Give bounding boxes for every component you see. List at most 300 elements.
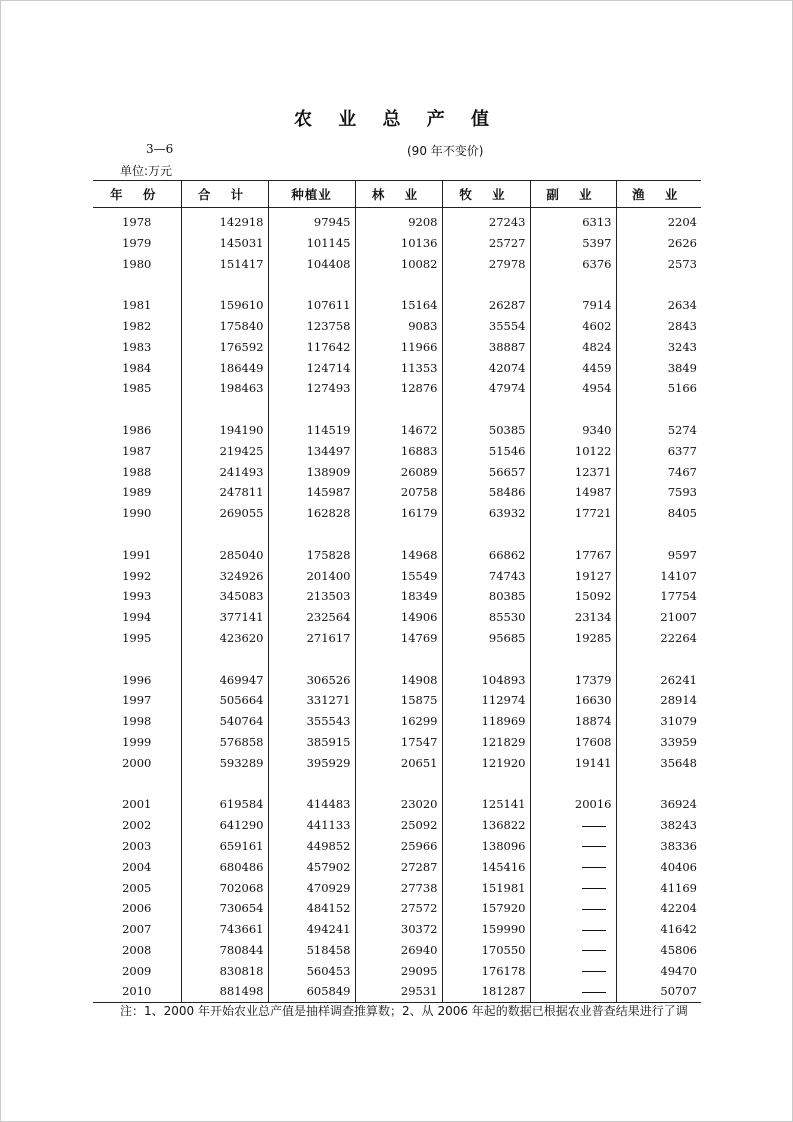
spacer-row xyxy=(93,774,701,795)
cell-forestry: 12876 xyxy=(355,378,442,399)
cell-husbandry: 151981 xyxy=(442,878,530,899)
cell-year: 1999 xyxy=(122,734,152,749)
spacer-cell xyxy=(181,274,268,295)
table-row xyxy=(93,503,701,524)
cell-sideline: 6313 xyxy=(530,208,616,233)
cell-year: 2006 xyxy=(122,901,152,916)
cell-husbandry: 159990 xyxy=(442,919,530,940)
header-year: 年 份 xyxy=(93,181,181,208)
cell-crop: 134497 xyxy=(268,441,355,462)
cell-crop: 441133 xyxy=(268,815,355,836)
cell-total: 641290 xyxy=(181,815,268,836)
header-fishery: 渔 业 xyxy=(616,181,701,208)
cell-year: 2000 xyxy=(122,755,152,770)
cell-fishery: 35648 xyxy=(616,753,701,774)
cell-forestry: 27738 xyxy=(355,878,442,899)
price-basis: (90 年不变价) xyxy=(407,144,484,158)
header-row xyxy=(93,181,701,208)
cell-sideline: 9340 xyxy=(530,420,616,441)
no-data-dash xyxy=(582,930,606,931)
cell-fishery: 49470 xyxy=(616,961,701,982)
cell-crop: 385915 xyxy=(268,732,355,753)
table-row xyxy=(93,316,701,337)
cell-sideline xyxy=(530,981,616,1002)
spacer-cell xyxy=(616,649,701,670)
cell-total: 680486 xyxy=(181,857,268,878)
cell-total: 830818 xyxy=(181,961,268,982)
cell-total: 247811 xyxy=(181,482,268,503)
table-row xyxy=(93,940,701,961)
cell-year: 1996 xyxy=(122,672,152,687)
cell-year: 2007 xyxy=(122,922,152,937)
cell-sideline: 4459 xyxy=(530,358,616,379)
page-title: 农 业 总 产 值 xyxy=(293,109,500,130)
no-data-dash xyxy=(582,950,606,951)
cell-husbandry: 56657 xyxy=(442,462,530,483)
table-row xyxy=(93,836,701,857)
cell-forestry: 11353 xyxy=(355,358,442,379)
cell-fishery: 50707 xyxy=(616,981,701,1002)
cell-fishery: 8405 xyxy=(616,503,701,524)
cell-crop: 494241 xyxy=(268,919,355,940)
cell-fishery: 2204 xyxy=(616,208,701,233)
cell-crop: 107611 xyxy=(268,295,355,316)
spacer-cell xyxy=(355,399,442,420)
cell-year: 1995 xyxy=(122,630,152,645)
cell-fishery: 14107 xyxy=(616,566,701,587)
cell-total: 659161 xyxy=(181,836,268,857)
table-number: 3—6 xyxy=(146,142,174,156)
no-data-dash xyxy=(582,971,606,972)
cell-fishery: 26241 xyxy=(616,670,701,691)
cell-sideline: 4954 xyxy=(530,378,616,399)
cell-husbandry: 85530 xyxy=(442,607,530,628)
spacer-cell xyxy=(268,274,355,295)
cell-fishery: 28914 xyxy=(616,690,701,711)
cell-crop: 162828 xyxy=(268,503,355,524)
cell-fishery: 33959 xyxy=(616,732,701,753)
spacer-cell xyxy=(530,774,616,795)
table-row xyxy=(93,711,701,732)
table-row xyxy=(93,295,701,316)
table-row xyxy=(93,878,701,899)
cell-year: 1998 xyxy=(122,714,152,729)
cell-year: 1986 xyxy=(122,422,152,437)
cell-total: 593289 xyxy=(181,753,268,774)
cell-forestry: 30372 xyxy=(355,919,442,940)
cell-sideline: 23134 xyxy=(530,607,616,628)
cell-husbandry: 47974 xyxy=(442,378,530,399)
no-data-dash xyxy=(582,826,606,827)
cell-total: 219425 xyxy=(181,441,268,462)
cell-fishery: 38336 xyxy=(616,836,701,857)
spacer-cell xyxy=(93,649,181,670)
table-row xyxy=(93,898,701,919)
cell-year: 2008 xyxy=(122,942,152,957)
cell-husbandry: 27243 xyxy=(442,208,530,233)
cell-crop: 518458 xyxy=(268,940,355,961)
cell-sideline: 20016 xyxy=(530,794,616,815)
spacer-cell xyxy=(93,774,181,795)
cell-forestry: 23020 xyxy=(355,794,442,815)
cell-fishery: 40406 xyxy=(616,857,701,878)
cell-fishery: 41642 xyxy=(616,919,701,940)
spacer-cell xyxy=(530,399,616,420)
cell-forestry: 10082 xyxy=(355,254,442,275)
cell-total: 175840 xyxy=(181,316,268,337)
cell-year: 2009 xyxy=(122,963,152,978)
cell-crop: 127493 xyxy=(268,378,355,399)
cell-sideline: 19285 xyxy=(530,628,616,649)
spacer-cell xyxy=(442,524,530,545)
cell-sideline xyxy=(530,961,616,982)
table-row xyxy=(93,628,701,649)
cell-sideline: 14987 xyxy=(530,482,616,503)
spacer-cell xyxy=(355,274,442,295)
cell-year: 2003 xyxy=(122,838,152,853)
cell-forestry: 14672 xyxy=(355,420,442,441)
cell-sideline: 17379 xyxy=(530,670,616,691)
no-data-dash xyxy=(582,888,606,889)
cell-fishery: 2573 xyxy=(616,254,701,275)
cell-crop: 117642 xyxy=(268,337,355,358)
cell-total: 505664 xyxy=(181,690,268,711)
spacer-cell xyxy=(93,399,181,420)
cell-husbandry: 66862 xyxy=(442,545,530,566)
cell-husbandry: 176178 xyxy=(442,961,530,982)
cell-sideline xyxy=(530,815,616,836)
table-row xyxy=(93,358,701,379)
cell-husbandry: 170550 xyxy=(442,940,530,961)
spacer-row xyxy=(93,524,701,545)
cell-fishery: 7467 xyxy=(616,462,701,483)
cell-fishery: 31079 xyxy=(616,711,701,732)
cell-fishery: 22264 xyxy=(616,628,701,649)
spacer-cell xyxy=(530,649,616,670)
spacer-cell xyxy=(530,524,616,545)
cell-forestry: 15549 xyxy=(355,566,442,587)
cell-sideline: 17767 xyxy=(530,545,616,566)
spacer-cell xyxy=(616,774,701,795)
table-row xyxy=(93,420,701,441)
cell-fishery: 21007 xyxy=(616,607,701,628)
spacer-cell xyxy=(442,274,530,295)
cell-year: 1984 xyxy=(122,360,152,375)
cell-sideline: 19127 xyxy=(530,566,616,587)
cell-fishery: 3243 xyxy=(616,337,701,358)
cell-forestry: 27572 xyxy=(355,898,442,919)
cell-total: 324926 xyxy=(181,566,268,587)
table-row xyxy=(93,732,701,753)
spacer-cell xyxy=(181,774,268,795)
cell-forestry: 17547 xyxy=(355,732,442,753)
cell-total: 145031 xyxy=(181,233,268,254)
cell-sideline: 7914 xyxy=(530,295,616,316)
cell-husbandry: 136822 xyxy=(442,815,530,836)
header-crop: 种植业 xyxy=(268,181,355,208)
cell-forestry: 14906 xyxy=(355,607,442,628)
cell-crop: 355543 xyxy=(268,711,355,732)
cell-fishery: 5274 xyxy=(616,420,701,441)
cell-forestry: 25092 xyxy=(355,815,442,836)
table-row xyxy=(93,208,701,233)
table-row xyxy=(93,441,701,462)
cell-crop: 331271 xyxy=(268,690,355,711)
table-row xyxy=(93,462,701,483)
spacer-cell xyxy=(616,274,701,295)
cell-year: 1981 xyxy=(122,298,152,313)
cell-sideline: 4824 xyxy=(530,337,616,358)
cell-year: 1988 xyxy=(122,464,152,479)
cell-fishery: 17754 xyxy=(616,586,701,607)
cell-total: 159610 xyxy=(181,295,268,316)
cell-sideline: 6376 xyxy=(530,254,616,275)
cell-fishery: 2843 xyxy=(616,316,701,337)
cell-crop: 101145 xyxy=(268,233,355,254)
cell-crop: 201400 xyxy=(268,566,355,587)
spacer-cell xyxy=(181,524,268,545)
cell-total: 619584 xyxy=(181,794,268,815)
spacer-cell xyxy=(181,649,268,670)
cell-total: 730654 xyxy=(181,898,268,919)
cell-year: 1997 xyxy=(122,693,152,708)
cell-husbandry: 63932 xyxy=(442,503,530,524)
cell-husbandry: 118969 xyxy=(442,711,530,732)
cell-sideline xyxy=(530,919,616,940)
cell-sideline xyxy=(530,940,616,961)
cell-forestry: 14769 xyxy=(355,628,442,649)
spacer-cell xyxy=(355,649,442,670)
spacer-cell xyxy=(268,649,355,670)
cell-crop: 306526 xyxy=(268,670,355,691)
spacer-cell xyxy=(181,399,268,420)
spacer-cell xyxy=(355,774,442,795)
spacer-cell xyxy=(442,774,530,795)
no-data-dash xyxy=(582,846,606,847)
cell-total: 142918 xyxy=(181,208,268,233)
spacer-row xyxy=(93,274,701,295)
cell-forestry: 29095 xyxy=(355,961,442,982)
cell-total: 743661 xyxy=(181,919,268,940)
footnote: 注：1、2000 年开始农业总产值是抽样调查推算数；2、从 2006 年起的数据已根据农业普查结果进行了调 xyxy=(120,1004,688,1018)
cell-crop: 484152 xyxy=(268,898,355,919)
no-data-dash xyxy=(582,909,606,910)
cell-husbandry: 27978 xyxy=(442,254,530,275)
cell-crop: 213503 xyxy=(268,586,355,607)
spacer-cell xyxy=(442,649,530,670)
cell-sideline xyxy=(530,898,616,919)
table-row xyxy=(93,337,701,358)
table-row xyxy=(93,607,701,628)
cell-sideline: 18874 xyxy=(530,711,616,732)
cell-total: 198463 xyxy=(181,378,268,399)
cell-husbandry: 95685 xyxy=(442,628,530,649)
cell-total: 780844 xyxy=(181,940,268,961)
spacer-cell xyxy=(530,274,616,295)
spacer-cell xyxy=(268,774,355,795)
table-row xyxy=(93,919,701,940)
spacer-row xyxy=(93,399,701,420)
cell-fishery: 36924 xyxy=(616,794,701,815)
cell-total: 469947 xyxy=(181,670,268,691)
cell-crop: 605849 xyxy=(268,981,355,1002)
cell-year: 2005 xyxy=(122,880,152,895)
cell-year: 1979 xyxy=(122,235,152,250)
cell-total: 881498 xyxy=(181,981,268,1002)
cell-husbandry: 42074 xyxy=(442,358,530,379)
cell-husbandry: 38887 xyxy=(442,337,530,358)
cell-year: 1994 xyxy=(122,610,152,625)
cell-sideline: 16630 xyxy=(530,690,616,711)
cell-husbandry: 35554 xyxy=(442,316,530,337)
cell-year: 2001 xyxy=(122,797,152,812)
cell-forestry: 10136 xyxy=(355,233,442,254)
cell-total: 702068 xyxy=(181,878,268,899)
cell-forestry: 26940 xyxy=(355,940,442,961)
table-row xyxy=(93,670,701,691)
table-row xyxy=(93,857,701,878)
cell-total: 241493 xyxy=(181,462,268,483)
cell-crop: 175828 xyxy=(268,545,355,566)
cell-forestry: 16299 xyxy=(355,711,442,732)
no-data-dash xyxy=(582,867,606,868)
cell-forestry: 18349 xyxy=(355,586,442,607)
spacer-cell xyxy=(442,399,530,420)
cell-husbandry: 104893 xyxy=(442,670,530,691)
agri-output-table xyxy=(93,180,701,1003)
cell-forestry: 27287 xyxy=(355,857,442,878)
cell-crop: 560453 xyxy=(268,961,355,982)
spacer-cell xyxy=(616,524,701,545)
cell-fishery: 9597 xyxy=(616,545,701,566)
cell-year: 1993 xyxy=(122,589,152,604)
cell-forestry: 16179 xyxy=(355,503,442,524)
cell-forestry: 20651 xyxy=(355,753,442,774)
cell-forestry: 14908 xyxy=(355,670,442,691)
cell-total: 540764 xyxy=(181,711,268,732)
cell-sideline: 17721 xyxy=(530,503,616,524)
cell-husbandry: 138096 xyxy=(442,836,530,857)
cell-forestry: 15164 xyxy=(355,295,442,316)
cell-forestry: 14968 xyxy=(355,545,442,566)
cell-year: 1992 xyxy=(122,568,152,583)
cell-total: 576858 xyxy=(181,732,268,753)
cell-fishery: 45806 xyxy=(616,940,701,961)
spacer-cell xyxy=(616,399,701,420)
cell-fishery: 5166 xyxy=(616,378,701,399)
cell-forestry: 9083 xyxy=(355,316,442,337)
cell-husbandry: 80385 xyxy=(442,586,530,607)
cell-sideline: 12371 xyxy=(530,462,616,483)
cell-forestry: 16883 xyxy=(355,441,442,462)
cell-crop: 271617 xyxy=(268,628,355,649)
cell-total: 186449 xyxy=(181,358,268,379)
cell-total: 269055 xyxy=(181,503,268,524)
header-husbandry: 牧 业 xyxy=(442,181,530,208)
cell-crop: 104408 xyxy=(268,254,355,275)
cell-sideline: 15092 xyxy=(530,586,616,607)
cell-fishery: 41169 xyxy=(616,878,701,899)
cell-fishery: 3849 xyxy=(616,358,701,379)
cell-crop: 114519 xyxy=(268,420,355,441)
cell-sideline xyxy=(530,878,616,899)
cell-sideline: 17608 xyxy=(530,732,616,753)
table-row xyxy=(93,566,701,587)
cell-husbandry: 157920 xyxy=(442,898,530,919)
cell-crop: 457902 xyxy=(268,857,355,878)
cell-fishery: 2626 xyxy=(616,233,701,254)
cell-husbandry: 50385 xyxy=(442,420,530,441)
cell-husbandry: 121920 xyxy=(442,753,530,774)
spacer-cell xyxy=(268,524,355,545)
table-row xyxy=(93,586,701,607)
cell-crop: 232564 xyxy=(268,607,355,628)
cell-crop: 414483 xyxy=(268,794,355,815)
cell-total: 194190 xyxy=(181,420,268,441)
header-forestry: 林 业 xyxy=(355,181,442,208)
table-row xyxy=(93,961,701,982)
cell-total: 151417 xyxy=(181,254,268,275)
cell-fishery: 2634 xyxy=(616,295,701,316)
spacer-cell xyxy=(93,274,181,295)
table-row xyxy=(93,482,701,503)
cell-husbandry: 74743 xyxy=(442,566,530,587)
cell-forestry: 15875 xyxy=(355,690,442,711)
table-body xyxy=(93,208,701,1003)
table-row xyxy=(93,794,701,815)
cell-crop: 97945 xyxy=(268,208,355,233)
cell-forestry: 26089 xyxy=(355,462,442,483)
cell-crop: 145987 xyxy=(268,482,355,503)
cell-total: 285040 xyxy=(181,545,268,566)
cell-crop: 449852 xyxy=(268,836,355,857)
cell-husbandry: 125141 xyxy=(442,794,530,815)
cell-husbandry: 26287 xyxy=(442,295,530,316)
cell-fishery: 6377 xyxy=(616,441,701,462)
spacer-row xyxy=(93,649,701,670)
table-row xyxy=(93,254,701,275)
cell-year: 1990 xyxy=(122,506,152,521)
cell-total: 423620 xyxy=(181,628,268,649)
cell-husbandry: 58486 xyxy=(442,482,530,503)
cell-crop: 123758 xyxy=(268,316,355,337)
cell-husbandry: 51546 xyxy=(442,441,530,462)
spacer-cell xyxy=(355,524,442,545)
cell-total: 345083 xyxy=(181,586,268,607)
header-total: 合 计 xyxy=(181,181,268,208)
cell-year: 1978 xyxy=(122,215,152,229)
cell-forestry: 9208 xyxy=(355,208,442,233)
spacer-cell xyxy=(268,399,355,420)
table-row xyxy=(93,753,701,774)
cell-sideline: 10122 xyxy=(530,441,616,462)
cell-crop: 470929 xyxy=(268,878,355,899)
cell-crop: 124714 xyxy=(268,358,355,379)
cell-year: 2004 xyxy=(122,859,152,874)
cell-sideline xyxy=(530,857,616,878)
cell-year: 1983 xyxy=(122,339,152,354)
cell-crop: 138909 xyxy=(268,462,355,483)
cell-year: 2002 xyxy=(122,818,152,833)
cell-husbandry: 181287 xyxy=(442,981,530,1002)
spacer-cell xyxy=(93,524,181,545)
cell-sideline: 4602 xyxy=(530,316,616,337)
table-row xyxy=(93,545,701,566)
cell-forestry: 11966 xyxy=(355,337,442,358)
cell-fishery: 42204 xyxy=(616,898,701,919)
table-row xyxy=(93,815,701,836)
cell-year: 1985 xyxy=(122,381,152,396)
